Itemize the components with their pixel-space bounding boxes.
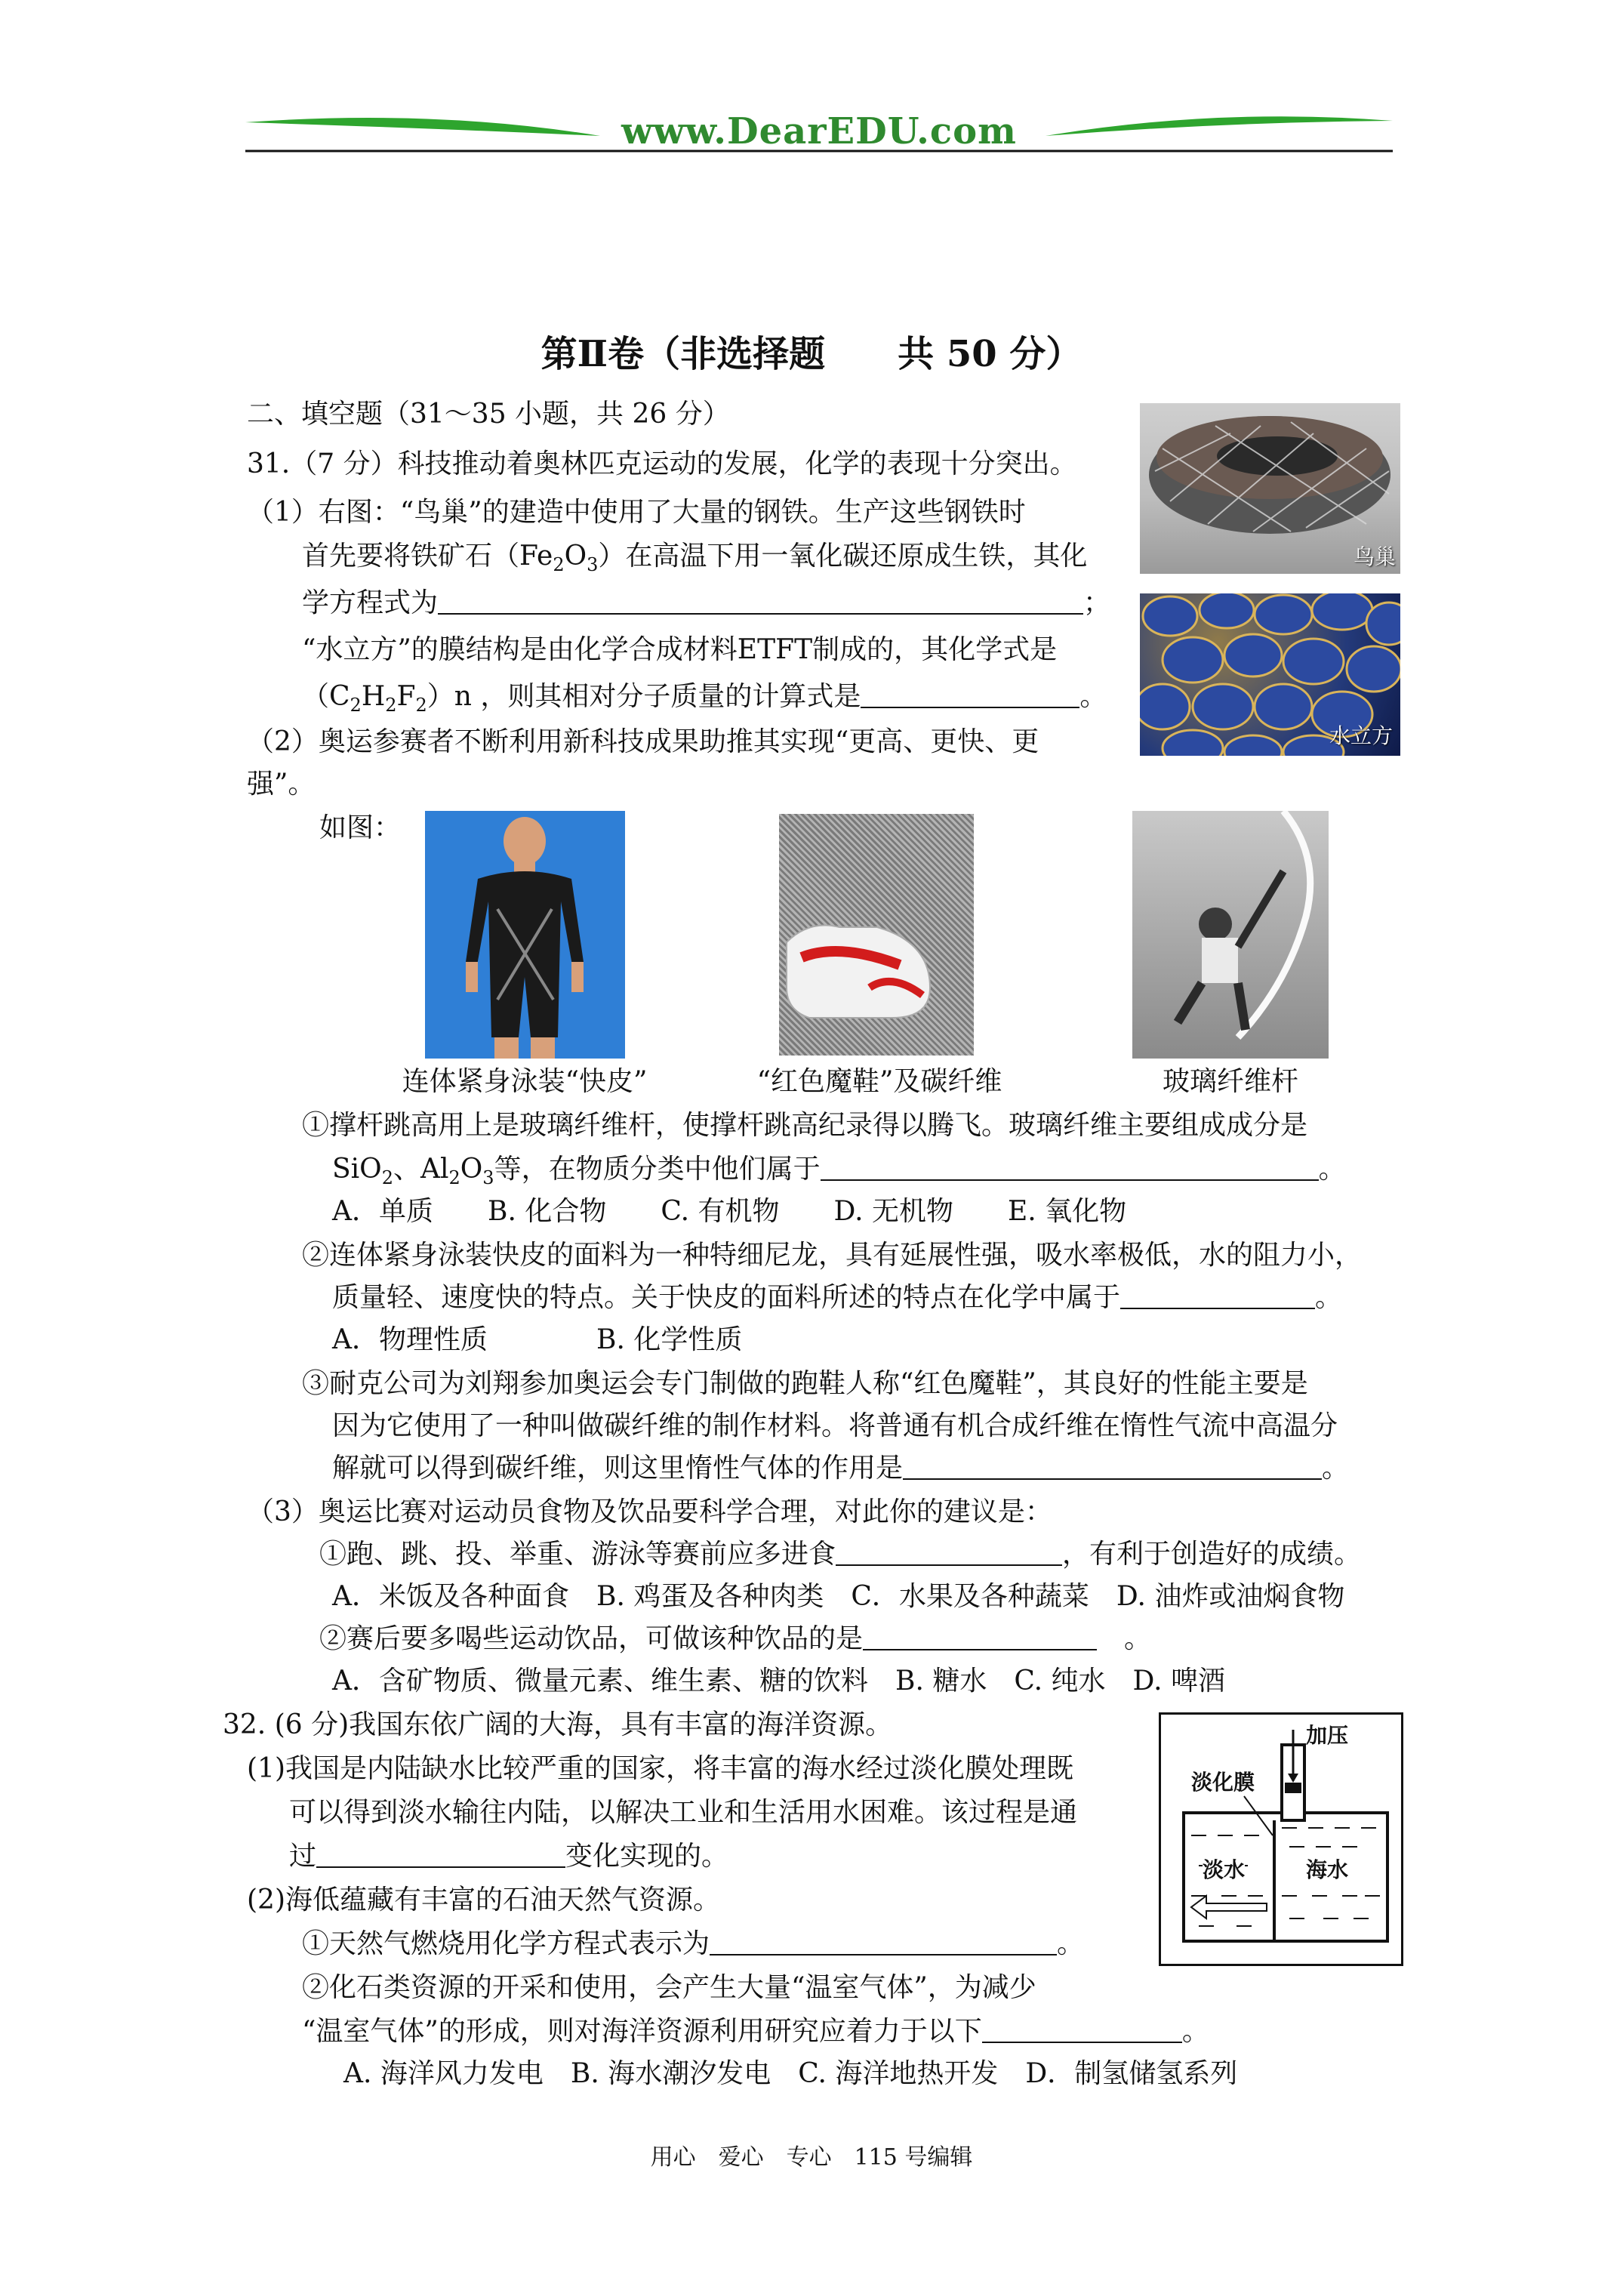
diagram-membrane-label: 淡化膜 (1191, 1770, 1255, 1795)
section-heading: 二、填空题（31～35 小题，共 26 分） (247, 399, 730, 430)
diagram-pressure-label: 加压 (1306, 1723, 1349, 1748)
q31-s2-line2: 质量轻、速度快的特点。关于快皮的面料所述的特点在化学中属于 。 (332, 1282, 1343, 1313)
answer-blank[interactable] (821, 1154, 1319, 1181)
swimsuit-photo (425, 811, 625, 1059)
answer-blank[interactable] (710, 1928, 1057, 1955)
site-url: www.DearEDU.com (621, 110, 1017, 153)
q31-p3-s1: ①跑、跳、投、举重、游泳等赛前应多进食 ，有利于创造好的成绩。 (319, 1539, 1362, 1570)
answer-blank[interactable] (982, 2016, 1182, 2043)
answer-blank[interactable] (903, 1453, 1322, 1480)
q31-intro: 31.（7 分）科技推动着奥林匹克运动的发展，化学的表现十分突出。 (247, 448, 1077, 479)
q31-p1-line3: 学方程式为 ； (302, 587, 1111, 618)
q32-p1-line1: (1)我国是内陆缺水比较严重的国家，将丰富的海水经过淡化膜处理既 (247, 1753, 1073, 1784)
q31-s1-line2: SiO$_2$、$Al_2O_3$等，在物质分类中他们属于 。 (332, 1154, 1346, 1188)
header-banner (245, 106, 1393, 166)
q31-p1-line2: 首先要将铁矿石$(Fe_2O_3)$在高温下用一氧化碳还原成生铁，其化 (302, 541, 1088, 575)
q31-p2-line1: （2）奥运参赛者不断利用新科技成果助推其实现“更高、更快、更 (247, 726, 1039, 757)
polevault-drawing (1132, 811, 1329, 1059)
answer-blank[interactable] (316, 1841, 565, 1868)
diagram-seawater-label: 海水 (1306, 1854, 1348, 1884)
watercube-image (1140, 593, 1400, 756)
answer-blank[interactable] (1120, 1282, 1315, 1309)
q31-p2-line2: 强”。 (247, 769, 316, 800)
answer-blank[interactable] (863, 1623, 1097, 1650)
q31-p3-s1-options: A．米饭及各种面食 B. 鸡蛋及各种肉类 C．水果及各种蔬菜 D. 油炸或油焖食物 (332, 1581, 1345, 1612)
q32-p1-line2: 可以得到淡水输往内陆，以解决工业和生活用水困难。该过程是通 (289, 1797, 1078, 1828)
caption-pole: 玻璃纤维杆 (1162, 1066, 1298, 1097)
q31-s3-line2: 因为它使用了一种叫做碳纤维的制作材料。将普通有机合成纤维在惰性气流中高温分 (332, 1410, 1338, 1441)
q32-p2-s1: ①天然气燃烧用化学方程式表示为 。 (302, 1928, 1085, 1959)
desalination-diagram (1159, 1712, 1403, 1966)
q32-p2-s2-options: A. 海洋风力发电 B. 海水潮汐发电 C. 海洋地热开发 D．制氢储氢系列 (343, 2058, 1238, 2089)
q31-s2-line1: ②连体紧身泳装快皮的面料为一种特细尼龙，具有延展性强，吸水率极低，水的阻力小， (302, 1240, 1363, 1271)
watercube-label: 水立方 (1329, 723, 1393, 748)
answer-blank[interactable] (836, 1539, 1062, 1566)
shoe-drawing (779, 814, 974, 1056)
q32-p2-s2-line1: ②化石类资源的开采和使用，会产生大量“温室气体”，为减少 (302, 1972, 1036, 2003)
answer-blank[interactable] (861, 681, 1079, 708)
q31-s1-options: A．单质 B. 化合物 C. 有机物 D. 无机物 E. 氧化物 (332, 1196, 1127, 1227)
q31-s3-line1: ③耐克公司为刘翔参加奥运会专门制做的跑鞋人称“红色魔鞋”，其良好的性能主要是 (302, 1368, 1308, 1399)
q31-p3-s2: ②赛后要多喝些运动饮品，可做该种饮品的是 。 (319, 1623, 1152, 1654)
section-title: 第Ⅱ卷（非选择题 共 50 分） (540, 333, 1083, 375)
polevault-photo (1132, 811, 1329, 1059)
q31-p1-line1: （1）右图：“鸟巢”的建造中使用了大量的钢铁。生产这些钢铁时 (247, 497, 1026, 528)
swimmer-drawing (425, 811, 625, 1059)
q32-intro: 32. (6 分)我国东依广阔的大海，具有丰富的海洋资源。 (223, 1709, 893, 1740)
q31-s2-options: A．物理性质 B. 化学性质 (332, 1324, 743, 1355)
birdnest-label: 鸟巢 (1353, 544, 1396, 569)
q31-p1-line4: “水立方”的膜结构是由化学合成材料ETFT制成的，其化学式是 (302, 634, 1058, 665)
answer-blank[interactable] (438, 587, 1083, 615)
q31-p3-s2-options: A．含矿物质、微量元素、维生素、糖的饮料 B. 糖水 C. 纯水 D. 啤酒 (332, 1666, 1225, 1697)
q31-p1-line5: $(C_2H_2F_2)n$ ，则其相对分子质量的计算式是 。 (302, 681, 1107, 716)
q32-p2-line1: (2)海低蕴藏有丰富的石油天然气资源。 (247, 1885, 720, 1915)
diagram-freshwater-label: 淡水 (1203, 1854, 1245, 1884)
desalination-drawing (1161, 1715, 1401, 1964)
caption-swimsuit: 连体紧身泳装“快皮” (402, 1066, 648, 1097)
q31-p2-line3: 如图： (319, 812, 402, 843)
q32-p2-s2-line2: “温室气体”的形成，则对海洋资源利用研究应着力于以下 。 (302, 2016, 1209, 2047)
q31-p3-line1: （3）奥运比赛对运动员食物及饮品要科学合理，对此你的建议是： (247, 1496, 1052, 1527)
q31-s1-line1: ①撑杆跳高用上是玻璃纤维杆，使撑杆跳高纪录得以腾飞。玻璃纤维主要组成成分是 (302, 1110, 1308, 1141)
page-footer: 用心 爱心 专心 115 号编辑 (650, 2144, 973, 2171)
caption-shoe: “红色魔鞋”及碳纤维 (756, 1066, 1002, 1097)
q31-s3-line3: 解就可以得到碳纤维，则这里惰性气体的作用是 。 (332, 1453, 1350, 1484)
birdnest-image (1140, 403, 1400, 574)
shoe-photo (779, 814, 974, 1056)
q32-p1-line3: 过 变化实现的。 (289, 1841, 729, 1872)
